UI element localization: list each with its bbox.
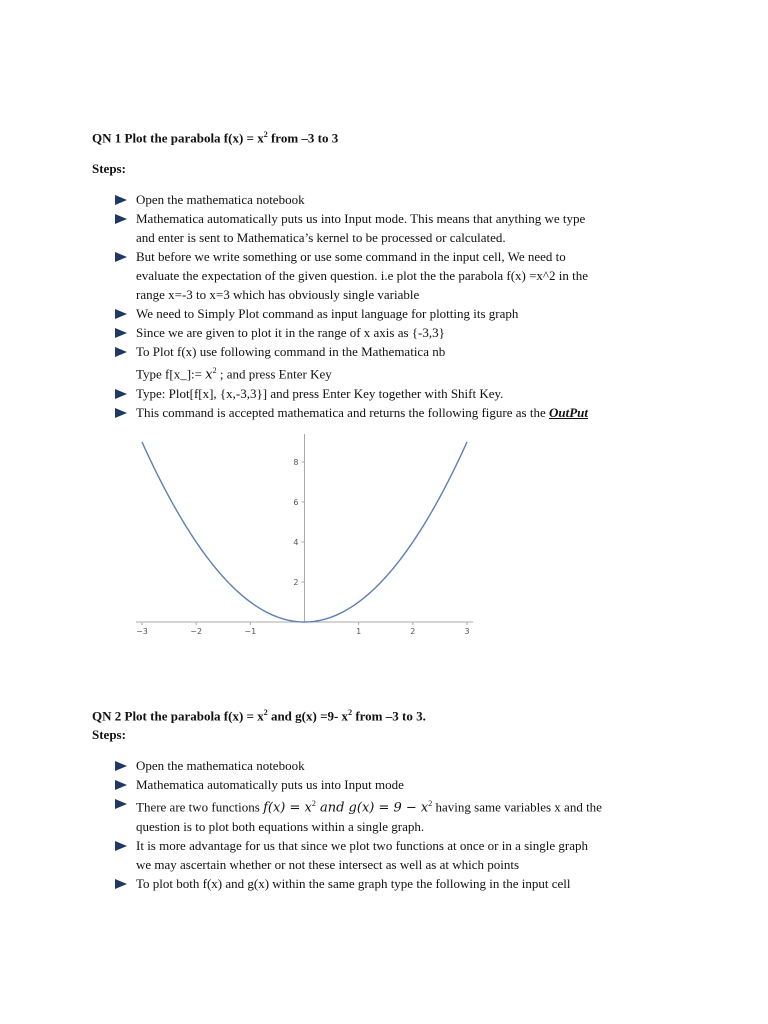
step-line: It is more advantage for us that since we plot two functions at once or in a single graph	[136, 838, 588, 854]
q1-heading	[92, 130, 338, 146]
list-item	[112, 342, 692, 384]
step3-suffix: having same variables x and the	[432, 799, 602, 815]
q1-heading-suffix: from –3 to 3	[267, 130, 339, 146]
q1-steps-label: Steps:	[92, 161, 126, 176]
bullet-arrow-icon	[115, 328, 127, 338]
step-line: range x=-3 to x=3 which has obviously single variable	[136, 287, 420, 302]
plot-ticks	[136, 458, 469, 636]
q2-steps-label: Steps:	[92, 727, 126, 742]
bullet-arrow-icon	[115, 347, 127, 357]
bullet-arrow-icon	[115, 841, 127, 851]
list-item	[112, 775, 692, 794]
step-line: But before we write something or use some command in the input cell, We need to	[136, 249, 566, 264]
y-tick-label: 6	[293, 498, 299, 507]
math-sup2: 2	[428, 799, 433, 808]
q2-heading	[92, 708, 426, 724]
bullet-arrow-icon	[115, 408, 127, 418]
list-item	[112, 836, 692, 874]
q2-heading-a: QN 2 Plot the parabola f(x) = x	[92, 708, 264, 724]
bullet-arrow-icon	[115, 761, 127, 771]
step-line	[136, 403, 692, 422]
x-tick-label: −2	[190, 627, 203, 636]
list-item	[112, 323, 692, 342]
step-line-type-command	[136, 361, 692, 384]
list-item	[112, 304, 692, 323]
q2-heading-c: from –3 to 3.	[352, 708, 426, 724]
list-item	[112, 874, 692, 893]
step-line: To plot both f(x) and g(x) within the same graph type the following in the input cell	[136, 876, 571, 892]
step-line: To Plot f(x) use following command in the Mathematica nb	[136, 344, 446, 359]
math-f: f(x) = x	[263, 800, 312, 816]
list-item	[112, 794, 692, 836]
x-tick-label: 2	[410, 627, 416, 636]
bullet-arrow-icon	[115, 309, 127, 319]
q2-steps-list	[112, 756, 692, 893]
list-item	[112, 247, 692, 304]
y-tick-label: 8	[293, 458, 299, 467]
list-item	[112, 756, 692, 775]
type-sup: 2	[212, 366, 217, 375]
math-sup1: 2	[311, 799, 316, 808]
step-line: Mathematica automatically puts us into Input mode	[136, 777, 404, 792]
step-line: and enter is sent to Mathematica’s kernel to be processed or calculated.	[136, 230, 506, 245]
list-item	[112, 209, 692, 247]
bullet-arrow-icon	[115, 252, 127, 262]
step-line: Since we are given to plot it in the range of x axis as {-3,3}	[136, 325, 445, 340]
bullet-arrow-icon	[115, 799, 127, 809]
bullet-arrow-icon	[115, 214, 127, 224]
bullet-arrow-icon	[115, 389, 127, 399]
type-suffix: ; and press Enter Key	[216, 366, 332, 382]
step3-prefix: There are two functions	[136, 799, 264, 815]
list-item	[112, 384, 692, 403]
y-tick-label: 2	[293, 578, 299, 587]
bullet-arrow-icon	[115, 879, 127, 889]
parabola-plot	[132, 432, 477, 642]
type-prefix: Type f[x_]:=	[136, 366, 206, 382]
x-tick-label: 1	[356, 627, 362, 636]
output-emphasis: OutPut	[548, 405, 588, 421]
x-tick-label: 3	[464, 627, 470, 636]
q2-heading-sup1: 2	[263, 708, 268, 717]
bullet-arrow-icon	[115, 195, 127, 205]
q1-steps-list	[112, 190, 692, 422]
q2-heading-b: and g(x) =9- x	[267, 708, 349, 724]
step-line: Type: Plot[f[x], {x,-3,3}] and press Enter Key together with Shift Key.	[136, 386, 504, 402]
q1-heading-prefix: QN 1 Plot the parabola f(x) = x	[92, 130, 264, 146]
bullet-arrow-icon	[115, 780, 127, 790]
step-line	[136, 794, 692, 817]
step-line: Mathematica automatically puts us into Input mode. This means that anything we type	[136, 211, 586, 226]
step-line: We need to Simply Plot command as input language for plotting its graph	[136, 306, 519, 321]
step-line: Open the mathematica notebook	[136, 192, 305, 207]
math-g: and g(x) = 9 − x	[315, 800, 429, 816]
type-math: x	[205, 367, 213, 383]
list-item	[112, 190, 692, 209]
step-line: Open the mathematica notebook	[136, 758, 305, 773]
q1-heading-sup: 2	[263, 130, 268, 139]
step-line: we may ascertain whether or not these intersect as well as at which points	[136, 857, 520, 873]
list-item	[112, 403, 692, 422]
x-tick-label: −3	[136, 627, 148, 636]
last-step-prefix: This command is accepted mathematica and returns the following figure as the	[136, 405, 549, 421]
x-tick-label: −1	[244, 627, 257, 636]
q2-heading-sup2: 2	[348, 708, 353, 717]
y-tick-label: 4	[293, 538, 299, 547]
step-line: question is to plot both equations within a single graph.	[136, 819, 425, 835]
step-line: evaluate the expectation of the given question. i.e plot the the parabola f(x) =x^2 in the	[136, 268, 589, 283]
